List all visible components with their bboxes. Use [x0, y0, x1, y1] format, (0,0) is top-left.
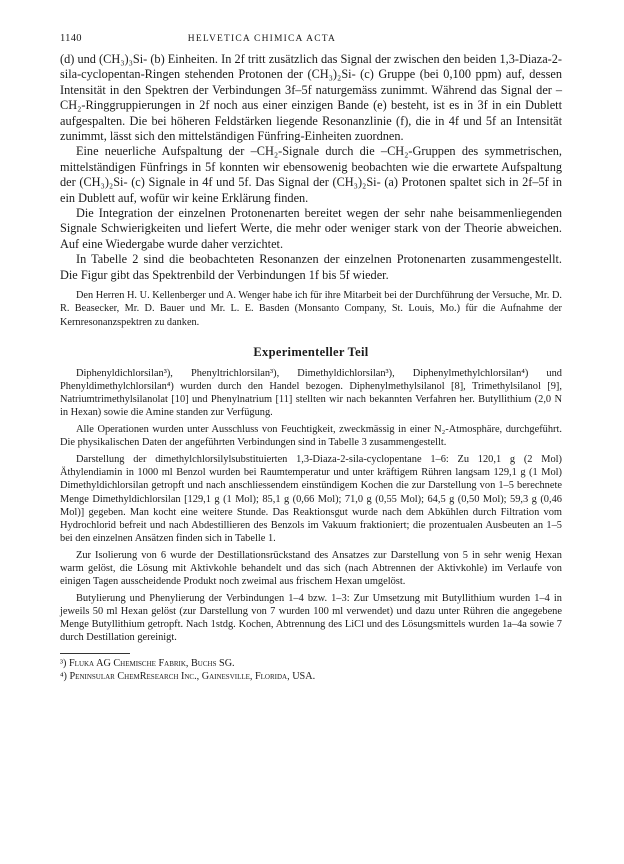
- paragraph: Eine neuerliche Aufspaltung der –CH₂-Signale durch die –CH₂-Gruppen des symmetrischen, mittelständigen Fünfrings in 5f konnten wir ebensowenig beobachten wie die erwartete Aufspaltung der (CH₃)₂Si- (c) Signale in 4f und 5f. Das Signal der (CH₃)₂Si- (a) Protonen spaltet sich in 2f–5f in ein Dublett auf, wofür wir keine Erklärung finden.: [60, 144, 562, 205]
- running-head: [60, 33, 562, 44]
- footnotes: [60, 657, 562, 683]
- journal-title: HELVETICA CHIMICA ACTA: [187, 34, 337, 44]
- acknowledgement: Den Herren H. U. Kellenberger und A. Wenger habe ich für ihre Mitarbeit bei der Durchführung der Versuche, Mr. D. R. Beasecker, Mr. D. Bauer und Mr. L. E. Basden (Monsanto Company, St. Louis, Mo.) für die Aufnahme der Kernresonanzspektren zu danken.: [60, 290, 562, 328]
- paragraph: Diphenyldichlorsilan³), Phenyltrichlorsilan³), Dimethyldichlorsilan³), Diphenylmethylchlorsilan⁴) und Phenyldimethylchlorsilan⁴) wurden durch den Handel bezogen. Diphenylmethylsilanol [8], Trimethylsilanol [9], Natriumtrimethylsilanolat [10] und Phenylnatrium [11] stellten wir nach bekannten Verfahren her. Butyllithium (2,0 N in Hexan) sowie die Amine standen zur Verfügung.: [60, 367, 562, 418]
- page-number: 1140: [60, 33, 82, 44]
- paragraph: Darstellung der dimethylchlorsilylsubstituierten 1,3-Diaza-2-sila-cyclopentane 1–6: Zu 120,1 g (2 Mol) Äthylendiamin in 1000 ml Benzol wurden bei Raumtemperatur und unter kräftigem Rühren langsam 129,1 g (1 Mol) Dimethyldichlorsilan getropft und nach anschliessendem einstündigem Kochen die zur Darstellung von 1–5 berechnete Menge Dimethyldichlorsilan [129,1 g (1 Mol); 85,1 g (0,66 Mol); 71,0 g (0,55 Mol); 64,5 g (0,50 Mol); 59,3 g (0,46 Mol)] gegeben. Man kocht eine weitere Stunde. Das Reaktionsgut wurde nach dem Abkühlen durch Filtration vom Hydrochlorid befreit und nach Abdestillieren des Benzols im Vakuum fraktioniert; die prozentualen Ausbeuten an 1–5 bei den einzelnen Ansätzen finden sich in Tabelle 1.: [60, 454, 562, 544]
- footnote-mark: ⁴): [60, 670, 67, 682]
- experimental-section: [60, 367, 562, 645]
- footnote: [60, 670, 562, 683]
- footnote-text: Fluka AG Chemische Fabrik, Buchs SG.: [69, 657, 235, 669]
- section-heading: Experimenteller Teil: [253, 344, 369, 359]
- footnote: [60, 657, 562, 670]
- paragraph: (d) und (CH₃)₃Si- (b) Einheiten. In 2f tritt zusätzlich das Signal der zwischen den beiden 1,3-Diaza-2-sila-cyclopentan-Ringen stehenden Protonen der (CH₃)₂Si- (c) Gruppe (bei 0,100 ppm) auf, dessen Intensität in den Spektren der Verbindungen 3f–5f naturgemäss zunimmt. Während das Signal der –CH₂-Ringgruppierungen in 2f noch aus einer einzigen Bande (e) besteht, ist es in 3f in ein Dublett aufgespalten. Die bei höheren Feldstärken liegende Resonanzlinie (f), die in 4f und 5f an Intensität zunimmt, lässt sich den mittelständigen Fünfring-Einheiten zuordnen.: [60, 52, 562, 144]
- footnote-divider: [60, 653, 130, 654]
- paragraph: Die Integration der einzelnen Protonenarten bereitet wegen der sehr nahe beisammenliegenden Signale Schwierigkeiten und liefert Werte, die mehr oder weniger stark von der Theorie abweichen. Auf eine Wiedergabe wurde daher verzichtet.: [60, 206, 562, 251]
- paragraph: In Tabelle 2 sind die beobachteten Resonanzen der einzelnen Protonenarten zusammengestellt. Die Figur gibt das Spektrenbild der Verbindungen 1f bis 5f wieder.: [60, 252, 562, 282]
- footnote-text: Peninsular ChemResearch Inc., Gainesville, Florida, USA.: [69, 670, 316, 682]
- journal-page: [60, 33, 562, 683]
- paragraph: Butylierung und Phenylierung der Verbindungen 1–4 bzw. 1–3: Zur Umsetzung mit Butyllithium wurden 1–4 in jeweils 50 ml Hexan gelöst (zur Darstellung von 7 wurden 100 ml verwendet) und dazu unter Rühren die angegebene Menge Butyllithium getropft. Nach 1stdg. Kochen, Abtrennung des LiCl und des Lösungsmittels wurden 1a–4a sowie 7 durch Destillation gereinigt.: [60, 593, 562, 644]
- paragraph: Zur Isolierung von 6 wurde der Destillationsrückstand des Ansatzes zur Darstellung von 5 in sehr wenig Hexan warm gelöst, die Lösung mit Aktivkohle behandelt und das sich (nach Abtrennen der Aktivkohle) im Verlaufe von einigen Tagen ausscheidende Produkt noch zweimal aus frischem Hexan umgelöst.: [60, 549, 562, 588]
- paragraph: Alle Operationen wurden unter Ausschluss von Feuchtigkeit, zweckmässig in einer N₂-Atmosphäre, durchgeführt. Die physikalischen Daten der angeführten Verbindungen sind in Tabelle 3 zusammengestellt.: [60, 424, 562, 449]
- footnote-mark: ³): [60, 657, 67, 669]
- discussion-text: [60, 52, 562, 283]
